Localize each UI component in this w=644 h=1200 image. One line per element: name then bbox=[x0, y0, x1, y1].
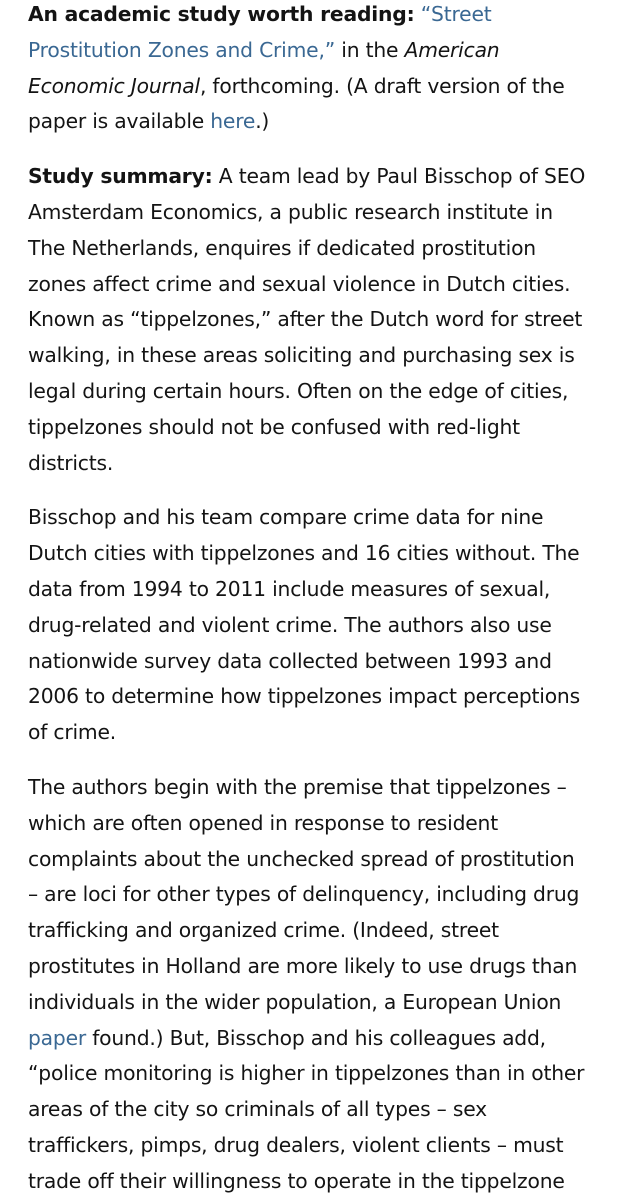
text-line bbox=[28, 159, 644, 195]
text-span: – are loci for other types of delinquency, including drug bbox=[28, 882, 580, 907]
text-span: areas of the city so criminals of all types – sex bbox=[28, 1097, 487, 1122]
text-span: The authors begin with the premise that tippelzones – bbox=[28, 774, 567, 799]
text-span: paper is available bbox=[28, 109, 211, 134]
text-line bbox=[28, 104, 644, 140]
text-line bbox=[28, 644, 644, 680]
text-span: drug-related and violent crime. The authors also use bbox=[28, 612, 552, 637]
text-span: legal during certain hours. Often on the edge of cities, bbox=[28, 378, 569, 403]
text-span: “police monitoring is higher in tippelzones than in other bbox=[28, 1061, 585, 1086]
paragraph bbox=[28, 0, 644, 140]
text-span: traffickers, pimps, drug dealers, violent clients – must bbox=[28, 1132, 564, 1157]
text-line bbox=[28, 1164, 644, 1200]
text-span: nationwide survey data collected between 1993 and bbox=[28, 648, 552, 673]
inline-link[interactable]: Prostitution Zones and Crime,” bbox=[28, 37, 336, 62]
text-span: A team lead by Paul Bisschop of SEO bbox=[212, 164, 586, 189]
text-line bbox=[28, 715, 644, 751]
inline-link[interactable]: here bbox=[210, 109, 256, 134]
text-line bbox=[28, 1056, 644, 1092]
paragraph bbox=[28, 159, 644, 481]
text-span: Bisschop and his team compare crime data for nine bbox=[28, 505, 544, 530]
text-line bbox=[28, 410, 644, 446]
text-span: zones affect crime and sexual violence in Dutch cities. bbox=[28, 271, 571, 296]
text-span: walking, in these areas soliciting and purchasing sex is bbox=[28, 343, 575, 368]
text-span: individuals in the wider population, a European Union bbox=[28, 989, 562, 1014]
text-line bbox=[28, 1128, 644, 1164]
text-span: Dutch cities with tippelzones and 16 cities without. The bbox=[28, 541, 580, 566]
text-span: 2006 to determine how tippelzones impact perceptions bbox=[28, 684, 580, 709]
text-line bbox=[28, 446, 644, 482]
text-line bbox=[28, 842, 644, 878]
text-line bbox=[28, 1021, 644, 1057]
text-line bbox=[28, 536, 644, 572]
text-span: in the bbox=[335, 37, 405, 62]
text-line bbox=[28, 33, 644, 69]
text-span: , forthcoming. (A draft version of the bbox=[199, 73, 565, 98]
text-line bbox=[28, 770, 644, 806]
text-line bbox=[28, 267, 644, 303]
text-line bbox=[28, 231, 644, 267]
text-line bbox=[28, 302, 644, 338]
inline-link[interactable]: “Street bbox=[420, 2, 492, 26]
text-line bbox=[28, 608, 644, 644]
paragraph bbox=[28, 770, 644, 1200]
text-line bbox=[28, 0, 644, 33]
text-line bbox=[28, 374, 644, 410]
text-line bbox=[28, 572, 644, 608]
paragraph bbox=[28, 500, 644, 751]
text-span: complaints about the unchecked spread of prostitution bbox=[28, 846, 575, 871]
text-line bbox=[28, 195, 644, 231]
text-line bbox=[28, 69, 644, 105]
text-span: districts. bbox=[28, 450, 114, 475]
text-span: which are often opened in response to resident bbox=[28, 810, 498, 835]
italic-text: Economic Journal bbox=[28, 73, 200, 98]
bold-label: An academic study worth reading: bbox=[28, 2, 415, 26]
inline-link[interactable]: paper bbox=[28, 1025, 86, 1050]
text-span: The Netherlands, enquires if dedicated prostitution bbox=[28, 235, 536, 260]
text-span: data from 1994 to 2011 include measures of sexual, bbox=[28, 576, 551, 601]
text-span: tippelzones should not be confused with red-light bbox=[28, 414, 520, 439]
text-span: .) bbox=[255, 109, 270, 134]
text-line bbox=[28, 806, 644, 842]
text-line bbox=[28, 679, 644, 715]
text-line bbox=[28, 949, 644, 985]
text-span: found.) But, Bisschop and his colleagues add, bbox=[86, 1025, 546, 1050]
text-line bbox=[28, 500, 644, 536]
text-line bbox=[28, 1092, 644, 1128]
text-span: of crime. bbox=[28, 720, 117, 745]
text-span: Amsterdam Economics, a public research institute in bbox=[28, 199, 553, 224]
italic-text: American bbox=[404, 37, 500, 62]
text-line bbox=[28, 913, 644, 949]
text-line bbox=[28, 877, 644, 913]
text-span: prostitutes in Holland are more likely to use drugs than bbox=[28, 953, 578, 978]
text-span: trafficking and organized crime. (Indeed, street bbox=[28, 918, 499, 943]
text-line bbox=[28, 338, 644, 374]
text-span: trade off their willingness to operate in the tippelzone bbox=[28, 1168, 565, 1193]
text-line bbox=[28, 985, 644, 1021]
text-span: Known as “tippelzones,” after the Dutch word for street bbox=[28, 307, 583, 332]
bold-label: Study summary: bbox=[28, 164, 213, 189]
